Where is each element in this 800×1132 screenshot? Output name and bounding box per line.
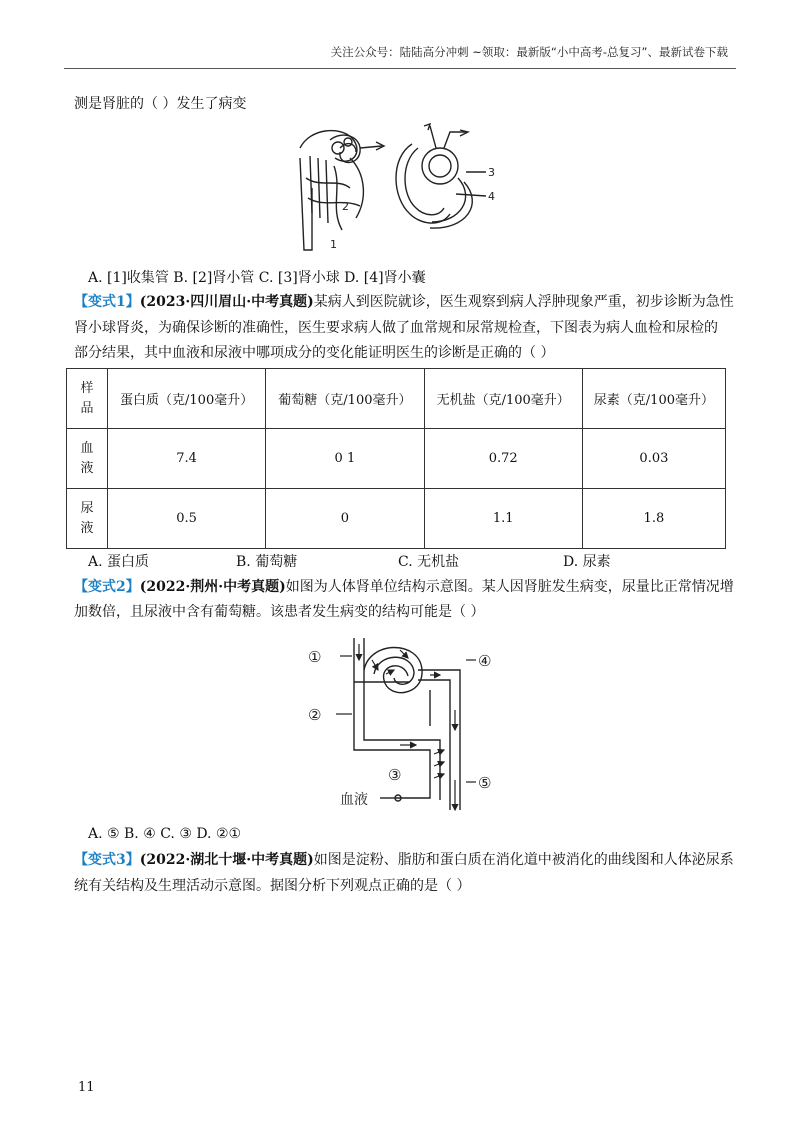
v3-text1: 如图是淀粉、脂肪和蛋白质在消化道中被消化的曲线图和人体泌尿系 xyxy=(313,852,734,868)
v1-option-a: A. 蛋白质 xyxy=(88,554,150,570)
blood-label: 血液 xyxy=(340,792,368,808)
figure-label-3: ③ xyxy=(388,766,402,784)
table-cell: 0.03 xyxy=(582,429,725,489)
v2-line1 xyxy=(74,577,734,597)
figure-label-4: ④ xyxy=(478,652,492,670)
table-cell: 0.72 xyxy=(424,429,582,489)
kidney-nephron-figure xyxy=(290,118,520,264)
v3-source: (2022·湖北十堰·中考真题) xyxy=(139,852,314,868)
v1-tag: 【变式1】 xyxy=(74,294,140,310)
nephron-diagram xyxy=(300,630,500,818)
v2-text1: 如图为人体肾单位结构示意图。某人因肾脏发生病变，尿量比正常情况增 xyxy=(285,579,734,595)
header-rule xyxy=(64,68,736,69)
table-header-cell: 葡萄糖（克/100毫升） xyxy=(266,369,424,429)
exam-result-table xyxy=(66,368,726,549)
table-row xyxy=(67,429,726,489)
v2-tag: 【变式2】 xyxy=(74,579,140,595)
q1-stem: 测是肾脏的（ ）发生了病变 xyxy=(74,96,247,112)
table-header-cell: 蛋白质（克/100毫升） xyxy=(108,369,266,429)
table-row-label: 尿 液 xyxy=(67,489,108,549)
v1-text1: 某病人到医院就诊，医生观察到病人浮肿现象严重，初步诊断为急性 xyxy=(313,294,734,310)
v2-options: A. ⑤ B. ④ C. ③ D. ②① xyxy=(88,826,242,842)
table-header-row xyxy=(67,369,726,429)
table-cell: 1.8 xyxy=(582,489,725,549)
figure-label-5: ⑤ xyxy=(478,774,492,792)
table-cell: 1.1 xyxy=(424,489,582,549)
v3-tag: 【变式3】 xyxy=(74,852,140,868)
v1-option-d: D. 尿素 xyxy=(563,554,611,570)
figure-label-3: 3 xyxy=(488,166,495,179)
table-row-label: 血 液 xyxy=(67,429,108,489)
figure-label-4: 4 xyxy=(488,190,495,203)
table-header-cell: 样 品 xyxy=(67,369,108,429)
figure-label-2: ② xyxy=(308,706,322,724)
q1-options: A. [1]收集管 B. [2]肾小管 C. [3]肾小球 D. [4]肾小囊 xyxy=(88,270,426,286)
table-cell: 0.5 xyxy=(108,489,266,549)
table-header-cell: 无机盐（克/100毫升） xyxy=(424,369,582,429)
v2-line2: 加数倍，且尿液中含有葡萄糖。该患者发生病变的结构可能是（ ） xyxy=(74,604,485,620)
figure-label-2: 2 xyxy=(342,200,349,213)
page-number: 11 xyxy=(78,1080,95,1095)
v2-source: (2022·荆州·中考真题) xyxy=(139,579,286,595)
figure-label-1: ① xyxy=(308,648,322,666)
table-cell: 7.4 xyxy=(108,429,266,489)
v1-line2: 肾小球肾炎，为确保诊断的准确性，医生要求病人做了血常规和尿常规检查，下图表为病人血检和尿检的 xyxy=(74,320,718,336)
table-cell: 0 xyxy=(266,489,424,549)
table-row xyxy=(67,489,726,549)
figure-label-1: 1 xyxy=(330,238,337,251)
v1-line3: 部分结果，其中血液和尿液中哪项成分的变化能证明医生的诊断是正确的（ ） xyxy=(74,345,555,361)
v1-option-c: C. 无机盐 xyxy=(398,554,460,570)
v3-line2: 统有关结构及生理活动示意图。据图分析下列观点正确的是（ ） xyxy=(74,878,471,894)
table-cell: 0 1 xyxy=(266,429,424,489)
v3-line1 xyxy=(74,850,734,870)
v1-line1 xyxy=(74,292,734,312)
table-header-cell: 尿素（克/100毫升） xyxy=(582,369,725,429)
page-header: 关注公众号：陆陆高分冲刺 ~领取：最新版“小中高考-总复习”、最新试卷下载 xyxy=(330,45,728,59)
v1-source: (2023·四川眉山·中考真题) xyxy=(139,294,314,310)
v1-option-b: B. 葡萄糖 xyxy=(236,554,298,570)
